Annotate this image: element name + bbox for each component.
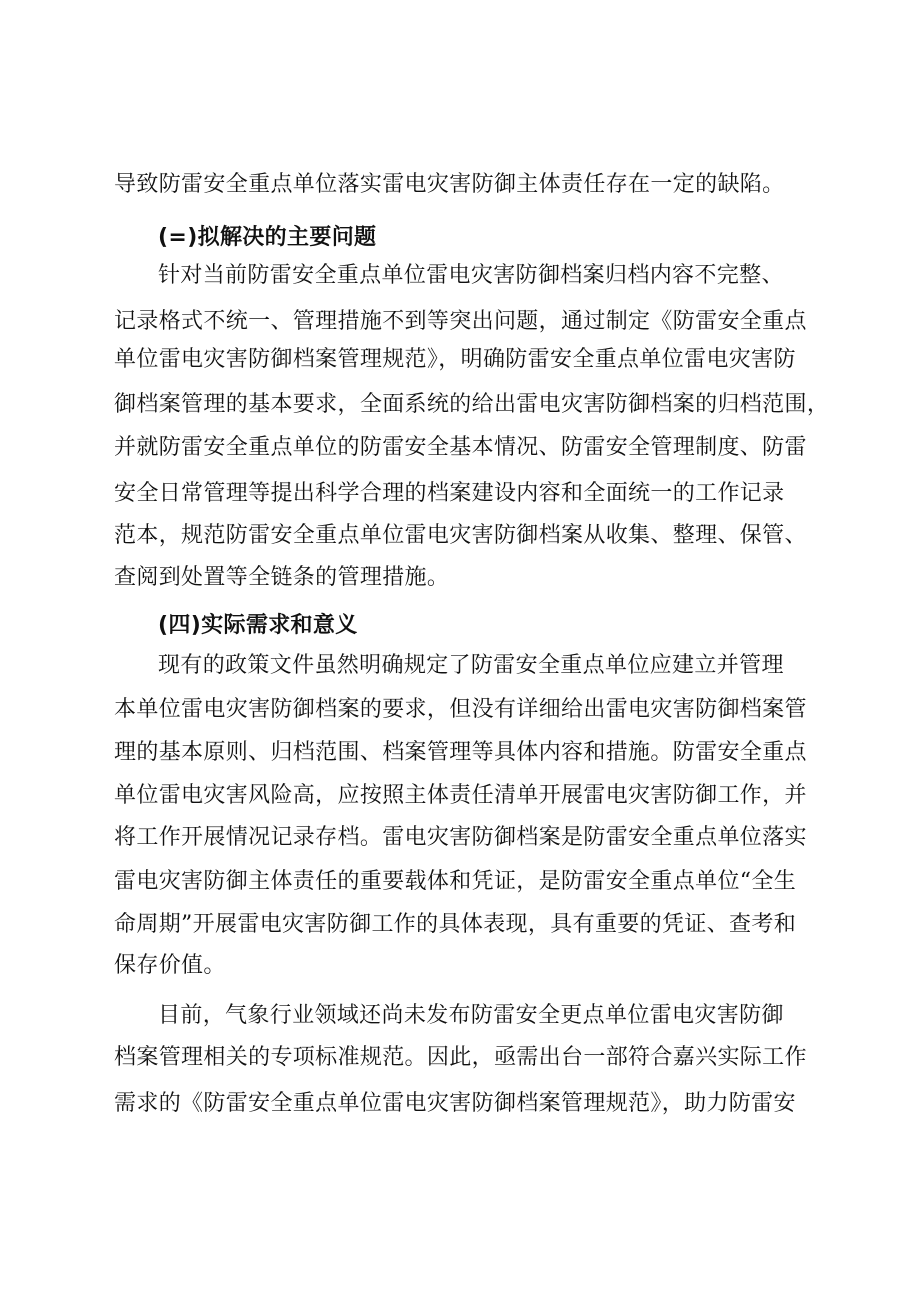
paragraph-line: 雷电灾害防御主体责任的重要载体和凭证，是防雷安全重点单位“全生 <box>114 869 797 894</box>
paragraph-line: 并就防雷安全重点单位的防雷安全基本情况、防雷安全管理制度、防雷 <box>114 435 807 460</box>
paragraph-line: 现有的政策文件虽然明确规定了防雷安全重点单位应建立并管理 <box>158 653 784 678</box>
paragraph-line: 目前，气象行业领域还尚未发布防雷安全更点单位雷电灾害防御 <box>158 1003 784 1028</box>
paragraph-line: 针对当前防雷安全重点单位雷电灾害防御档案归档内容不完整、 <box>158 263 784 288</box>
paragraph-line: 需求的《防雷安全重点单位雷电灾害防御档案管理规范》，助力防雷安 <box>114 1091 796 1116</box>
paragraph-line: 本单位雷电灾害防御档案的要求，但没有详细给出雷电灾害防御档案管 <box>114 697 807 722</box>
paragraph-line: 命周期”开展雷电灾害防御工作的具体表现，具有重要的凭证、查考和 <box>114 912 797 937</box>
section-heading-problems: (=)拟解决的主要问题 <box>158 225 377 250</box>
paragraph-line: 范本，规范防雷安全重点单位雷电灾害防御档案从收集、整理、保管、 <box>114 523 807 548</box>
paragraph-line: 记录格式不统一、管理措施不到等突出问题，通过制定《防雷安全重点 <box>114 309 807 334</box>
paragraph-line: 御档案管理的基本要求，全面系统的给出雷电灾害防御档案的归档范围， <box>114 392 830 417</box>
paragraph-line: 查阅到处置等全链条的管理措施。 <box>114 565 450 590</box>
intro-line: 导致防雷安全重点单位落实雷电灾害防御主体责任存在一定的缺陷。 <box>114 172 785 197</box>
paragraph-line: 将工作开展情况记录存档。雷电灾害防御档案是防雷安全重点单位落实 <box>114 825 807 850</box>
section-heading-needs: (四)实际需求和意义 <box>158 613 358 638</box>
paragraph-line: 档案管理相关的专项标准规范。因此，亟需出台一部符合嘉兴实际工作 <box>114 1045 807 1070</box>
paragraph-line: 单位雷电灾害防御档案管理规范》，明确防雷安全重点单位雷电灾害防 <box>114 347 796 372</box>
paragraph-line: 保存价值。 <box>114 953 226 978</box>
paragraph-line: 安全日常管理等提出科学合理的档案建设内容和全面统一的工作记录 <box>114 481 785 506</box>
paragraph-line: 理的基本原则、归档范围、档案管理等具体内容和措施。防雷安全重点 <box>114 740 807 765</box>
paragraph-line: 单位雷电灾害风险高，应按照主体责任清单开展雷电灾害防御工作，并 <box>114 783 807 808</box>
